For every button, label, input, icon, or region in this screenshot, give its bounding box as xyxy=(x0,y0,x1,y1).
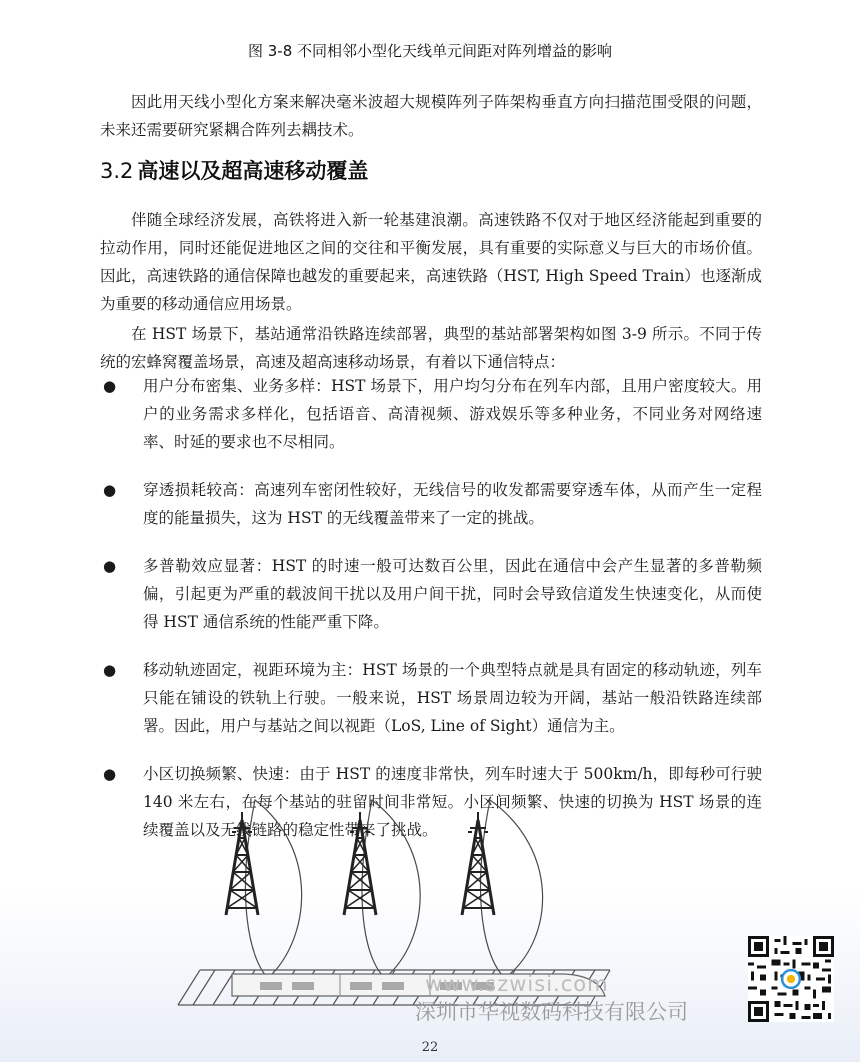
bullet-text: 穿透损耗较高：高速列车密闭性较好，无线信号的收发都需要穿透车体，从而产生一定程度的能量损失，这为 HST 的无线覆盖带来了一定的挑战。 xyxy=(143,481,762,527)
bullet-item xyxy=(100,552,762,636)
body-paragraph-2: 在 HST 场景下，基站通常沿铁路连续部署，典型的基站部署架构如图 3-9 所示。不同于传统的宏蜂窝覆盖场景，高速及超高速移动场景，有着以下通信特点： xyxy=(100,325,762,371)
bullet-text: 移动轨迹固定，视距环境为主：HST 场景的一个典型特点就是具有固定的移动轨迹，列车只能在铺设的铁轨上行驶。一般来说，HST 场景周边较为开阔，基站一般沿铁路连续部署。因此，用户与基站之间以视距（LoS, Line of Sight）通信为主。 xyxy=(143,661,762,735)
figure-caption: 图 3-8 不同相邻小型化天线单元间距对阵列增益的影响 xyxy=(247,42,613,60)
body-paragraph-1: 伴随全球经济发展，高铁将进入新一轮基建浪潮。高速铁路不仅对于地区经济能起到重要的拉动作用，同时还能促进地区之间的交往和平衡发展，具有重要的实际意义与巨大的市场价值。因此，高速铁路的通信保障也越发的重要起来，高速铁路（HST, High Speed Train）也逐渐成为重要的移动通信应用场景。 xyxy=(100,211,762,313)
qr-code-icon xyxy=(748,936,834,1022)
bullet-dot-icon: ● xyxy=(103,661,117,679)
page-number: 22 xyxy=(421,1040,439,1055)
bullet-item xyxy=(100,656,762,740)
bullet-dot-icon: ● xyxy=(103,377,117,395)
section-heading xyxy=(100,155,368,185)
intro-paragraph: 因此用天线小型化方案来解决毫米波超大规模阵列子阵架构垂直方向扫描范围受限的问题，未来还需要研究紧耦合阵列去耦技术。 xyxy=(100,93,762,139)
bullet-item xyxy=(100,476,762,532)
section-number: 3.2 xyxy=(100,159,134,183)
bullet-text: 用户分布密集、业务多样：HST 场景下，用户均匀分布在列车内部，且用户密度较大。用户的业务需求多样化，包括语音、高清视频、游戏娱乐等多种业务，不同业务对网络速率、时延的要求也不尽相同。 xyxy=(143,377,762,451)
watermark-company: 深圳市华视数码科技有限公司 xyxy=(415,1000,688,1024)
section-title: 高速以及超高速移动覆盖 xyxy=(137,159,369,183)
bullet-dot-icon: ● xyxy=(103,557,117,575)
bullet-item xyxy=(100,372,762,456)
bullet-dot-icon: ● xyxy=(103,481,117,499)
watermark-website: www.szwisi.com xyxy=(425,972,609,996)
bullet-dot-icon: ● xyxy=(103,765,117,783)
bullet-text: 多普勒效应显著：HST 的时速一般可达数百公里，因此在通信中会产生显著的多普勒频偏，引起更为严重的载波间干扰以及用户间干扰，同时会导致信道发生快速变化，从而使得 HST 通信系统的性能严重下降。 xyxy=(143,557,762,631)
bullet-text: 小区切换频繁、快速：由于 HST 的速度非常快，列车时速大于 500km/h，即每秒可行驶 140 米左右，在每个基站的驻留时间非常短。小区间频繁、快速的切换为 HST 场景的连续覆盖以及无线链路的稳定性带来了挑战。 xyxy=(143,765,762,839)
